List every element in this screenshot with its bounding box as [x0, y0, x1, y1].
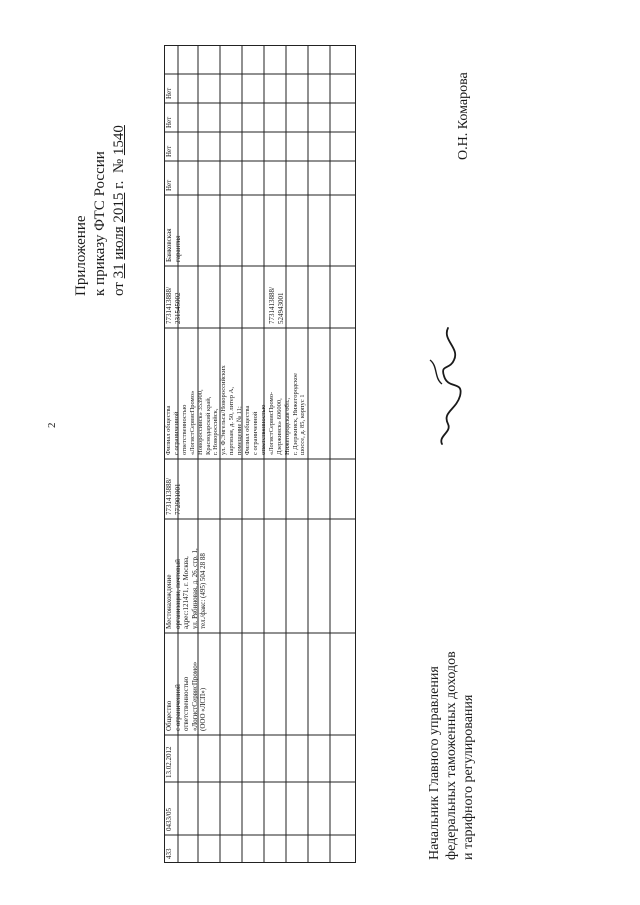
- org-line: ответственностью: [182, 676, 191, 731]
- cell-organization: [165, 662, 208, 731]
- inn-kpp-line: 7731413888/: [165, 478, 173, 515]
- branch-line: Филиал общества: [165, 405, 172, 455]
- guarantee-line: гарантия: [173, 235, 182, 262]
- cell-guarantee: [165, 229, 182, 262]
- cell-inn-kpp-branch-2: [268, 287, 285, 324]
- org-line: с ограниченной: [173, 684, 182, 731]
- date-prefix: от: [111, 278, 127, 296]
- inn-kpp-line: 7731413888/: [165, 287, 173, 324]
- branch-line: помещение № 11;: [236, 406, 244, 455]
- location-line: ул. Рябиновая, д. 26, стр. 1,: [190, 548, 199, 629]
- signatory-name: О.Н. Комарова: [456, 72, 471, 160]
- branch-line: Нижегородская обл.,: [283, 397, 291, 455]
- branch-line: «ЛогистСервисПромо»: [188, 390, 196, 455]
- handwritten-signature: [420, 320, 480, 450]
- branch-line: ответственностью: [259, 404, 267, 455]
- branch-line: Дзержинск» 606000,: [275, 398, 283, 455]
- org-line: (ООО «ЛСП»): [199, 687, 208, 731]
- page-number: 2: [46, 422, 58, 428]
- branch-line: Новороссийск» 353900,: [196, 389, 204, 455]
- appendix-order-date: [110, 56, 129, 296]
- location-line: тел./факс: (495) 504 28 88: [199, 553, 208, 629]
- cell-no-3: Нет: [165, 116, 173, 128]
- branch-line: г. Новороссийск,: [212, 408, 220, 455]
- cell-no-2: Нет: [165, 145, 173, 157]
- inn-kpp-line: 231545002: [173, 292, 182, 324]
- location-line: организации, почтовый: [173, 559, 182, 629]
- order-number: 1540: [111, 125, 127, 156]
- branch-line: ул. Ф.Энгельса/Новороссийских: [220, 365, 228, 455]
- org-line: «ЛогистСервисПромо»: [190, 661, 199, 731]
- branch-line: Краснодарский край,: [204, 396, 212, 455]
- branch-line: «ЛогистСервисПромо-: [267, 391, 275, 455]
- date-year: 2015: [111, 192, 127, 223]
- branch-line: с ограниченной: [172, 411, 180, 455]
- inn-kpp-line: 524943001: [276, 292, 285, 324]
- location-line: адрес:121471, г. Москва,: [182, 556, 191, 629]
- guarantee-line: Банковская: [165, 228, 173, 262]
- signatory-title-line: Начальник Главного управления: [427, 666, 442, 860]
- cell-no-1: Нет: [165, 179, 173, 191]
- date-day: 31: [111, 263, 127, 279]
- branch-line: шоссе, д. 85, корпус 1: [299, 394, 307, 455]
- org-line: Общество: [165, 700, 173, 731]
- order-no-sign: №: [111, 158, 127, 174]
- inn-kpp-line: 7731413888/: [268, 287, 276, 324]
- cell-registration-number: 0433/05: [165, 808, 173, 831]
- branch-line: с ограниченной: [251, 411, 259, 455]
- signatory-title-line: и тарифного регулирования: [461, 694, 476, 860]
- cell-inn-kpp-main: [165, 478, 182, 515]
- cell-location: [165, 548, 208, 629]
- cell-inn-kpp-branch-1: [165, 287, 182, 324]
- location-line: Местонахождение: [165, 574, 173, 629]
- registry-table: [164, 45, 356, 863]
- appendix-header: [72, 56, 129, 296]
- cell-registration-date: 13.02.2012: [165, 746, 173, 778]
- inn-kpp-line: 772901001: [173, 483, 182, 515]
- signatory-title: [426, 651, 477, 860]
- branch-line: партизан, д. 50, литер А,: [228, 387, 236, 455]
- branch-line: ответственностью: [180, 404, 188, 455]
- cell-branches: [165, 365, 307, 455]
- appendix-order-ref: к приказу ФТС России: [92, 151, 108, 296]
- cell-row-number: 433: [165, 848, 173, 859]
- branch-line: Филиал общества: [244, 405, 252, 455]
- signatory-title-line: федеральных таможенных доходов: [444, 651, 459, 860]
- appendix-title: Приложение: [73, 215, 89, 296]
- branch-line: г. Дзержинск, Нижегородское: [291, 373, 299, 455]
- date-month: июля: [111, 226, 127, 260]
- date-g: г.: [111, 180, 127, 189]
- cell-no-4: Нет: [165, 87, 173, 99]
